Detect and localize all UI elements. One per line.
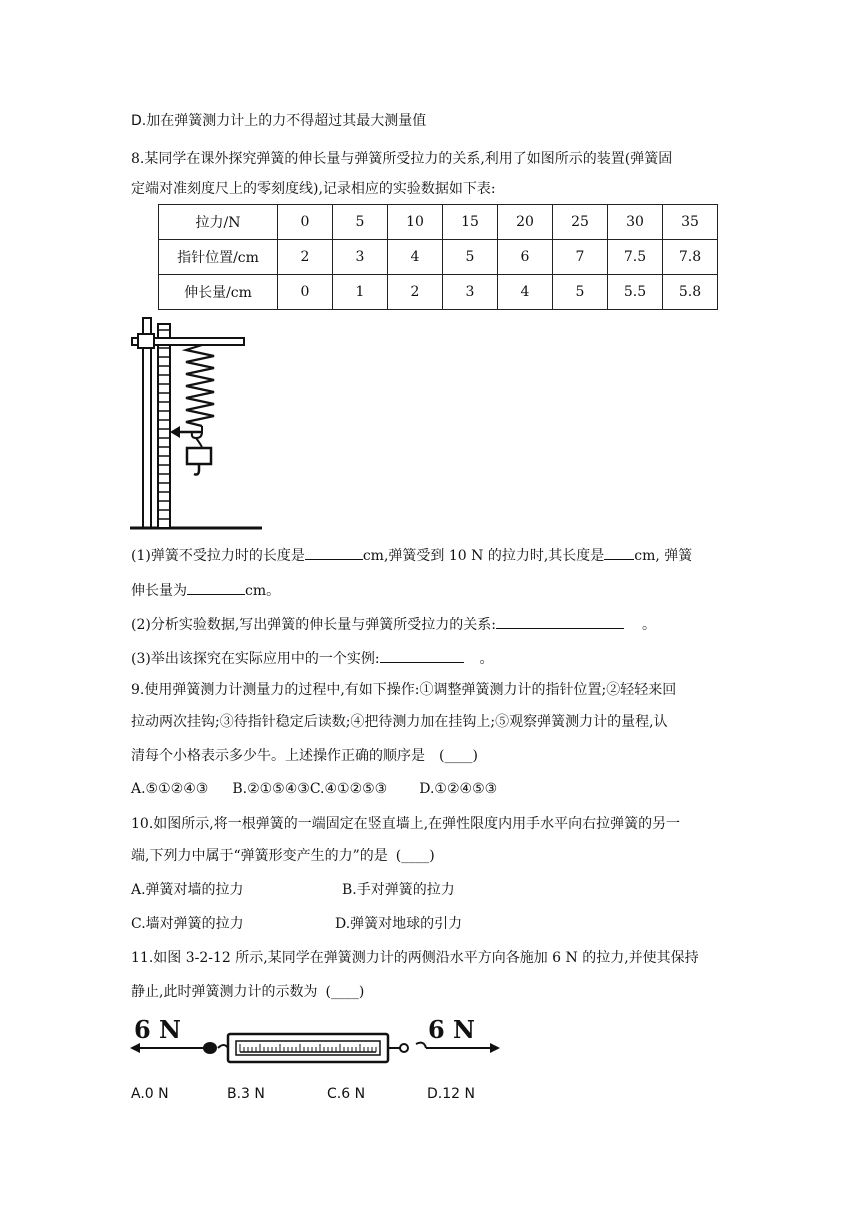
spring-scale-figure	[128, 1014, 508, 1072]
q7-option-d: D.加在弹簧测力计上的力不得超过其最大测量值	[131, 113, 427, 129]
stand-pole	[143, 318, 151, 528]
table-cell: 4	[498, 275, 553, 310]
answer-bracket[interactable]: (____)	[439, 748, 478, 764]
table-cell: 5	[553, 275, 608, 310]
q8-sub1-line1: (1)弹簧不受拉力时的长度是 cm,弹簧受到 10 N 的拉力时,其长度是 cm, 弹簧	[131, 543, 692, 566]
table-cell: 15	[443, 205, 498, 240]
answer-bracket[interactable]: (____)	[325, 984, 365, 1000]
q8-sub1-line2: 伸长量为 cm。	[131, 578, 280, 601]
q10-options-cd	[131, 914, 463, 934]
q10-option-a[interactable]: A.弹簧对墙的拉力	[131, 882, 244, 898]
q10-line2: 端,下列力中属于“弹簧形变产生的力”的是 (____)	[131, 848, 435, 864]
table-cell: 5	[443, 240, 498, 275]
table-row	[159, 205, 718, 240]
q9-option-bc[interactable]: B.②①⑤④③C.④①②⑤③	[232, 781, 388, 797]
table-cell: 20	[498, 205, 553, 240]
table-cell: 7	[553, 240, 608, 275]
right-hook	[416, 1043, 426, 1048]
table-row	[159, 275, 718, 310]
q11-line2: 静止,此时弹簧测力计的示数为 (____)	[131, 984, 365, 1000]
table-cell: 30	[608, 205, 663, 240]
table-cell: 5.8	[663, 275, 718, 310]
pointer-arrowhead	[170, 426, 180, 438]
answer-blank[interactable]	[604, 543, 634, 560]
table-cell: 25	[553, 205, 608, 240]
weight-block	[187, 448, 211, 464]
table-cell: 0	[278, 205, 333, 240]
table-cell: 1	[333, 275, 388, 310]
q10-option-d[interactable]: D.弹簧对地球的引力	[335, 916, 463, 932]
left-force-label: 6 N	[134, 1015, 181, 1044]
ruler	[158, 324, 170, 528]
left-arrowhead	[130, 1043, 140, 1053]
q11-line1: 11.如图 3-2-12 所示,某同学在弹簧测力计的两侧沿水平方向各施加 6 N 的拉力,并使其保持	[131, 950, 699, 966]
answer-blank[interactable]	[496, 612, 624, 629]
q9-line1: 9.使用弹簧测力计测量力的过程中,有如下操作:①调整弹簧测力计的指针位置;②轻轻来回	[131, 682, 677, 698]
table-cell: 5	[333, 205, 388, 240]
table-cell: 35	[663, 205, 718, 240]
answer-bracket[interactable]: (____)	[395, 848, 435, 864]
spring-stand-figure	[126, 314, 266, 532]
right-force-label: 6 N	[428, 1015, 475, 1044]
table-cell: 2	[278, 240, 333, 275]
table-cell: 5.5	[608, 275, 663, 310]
spring-coil	[186, 345, 214, 426]
table-cell: 6	[498, 240, 553, 275]
answer-blank[interactable]	[380, 646, 464, 663]
table-cell: 0	[278, 275, 333, 310]
answer-blank[interactable]	[187, 578, 245, 595]
q8-stem-line1: 8.某同学在课外探究弹簧的伸长量与弹簧所受拉力的关系,利用了如图所示的装置(弹簧固	[131, 151, 673, 167]
table-cell: 7.5	[608, 240, 663, 275]
q11-options	[131, 1084, 475, 1104]
table-cell: 2	[388, 275, 443, 310]
q8-sub3: (3)举出该探究在实际应用中的一个实例: 。	[131, 646, 494, 669]
q11-option-d[interactable]: D.12 N	[427, 1086, 475, 1102]
q11-option-a[interactable]: A.0 N	[131, 1086, 169, 1102]
row-header: 指针位置/cm	[159, 240, 278, 275]
weight-hook	[194, 464, 199, 475]
table-cell: 3	[443, 275, 498, 310]
q10-option-c[interactable]: C.墙对弹簧的拉力	[131, 916, 244, 932]
q11-option-c[interactable]: C.6 N	[327, 1086, 366, 1102]
row-header: 伸长量/cm	[159, 275, 278, 310]
table-cell: 7.8	[663, 240, 718, 275]
q9-option-d[interactable]: D.①②④⑤③	[419, 781, 498, 797]
q8-data-table	[158, 204, 718, 310]
q9-option-a[interactable]: A.⑤①②④③	[131, 781, 209, 797]
clamp	[138, 334, 154, 348]
left-ring	[203, 1042, 217, 1054]
q8-stem-line2: 定端对准刻度尺上的零刻度线),记录相应的实验数据如下表:	[131, 181, 496, 197]
q9-line3: 清每个小格表示多少牛。上述操作正确的顺序是 (____)	[131, 748, 478, 764]
row-header: 拉力/N	[159, 205, 278, 240]
q10-line1: 10.如图所示,将一根弹簧的一端固定在竖直墙上,在弹性限度内用手水平向右拉弹簧的另一	[131, 816, 681, 832]
table-cell: 10	[388, 205, 443, 240]
q8-sub2: (2)分析实验数据,写出弹簧的伸长量与弹簧所受拉力的关系: 。	[131, 612, 656, 635]
right-arrowhead	[490, 1043, 500, 1053]
table-cell: 4	[388, 240, 443, 275]
answer-blank[interactable]	[305, 543, 363, 560]
q10-option-b[interactable]: B.手对弹簧的拉力	[342, 882, 455, 898]
q11-option-b[interactable]: B.3 N	[227, 1086, 265, 1102]
q9-options	[131, 779, 497, 799]
q9-line2: 拉动两次挂钩;③待指针稳定后读数;④把待测力加在挂钩上;⑤观察弹簧测力计的量程,认	[131, 714, 668, 730]
table-cell: 3	[333, 240, 388, 275]
q10-options-ab	[131, 880, 455, 900]
table-row	[159, 240, 718, 275]
